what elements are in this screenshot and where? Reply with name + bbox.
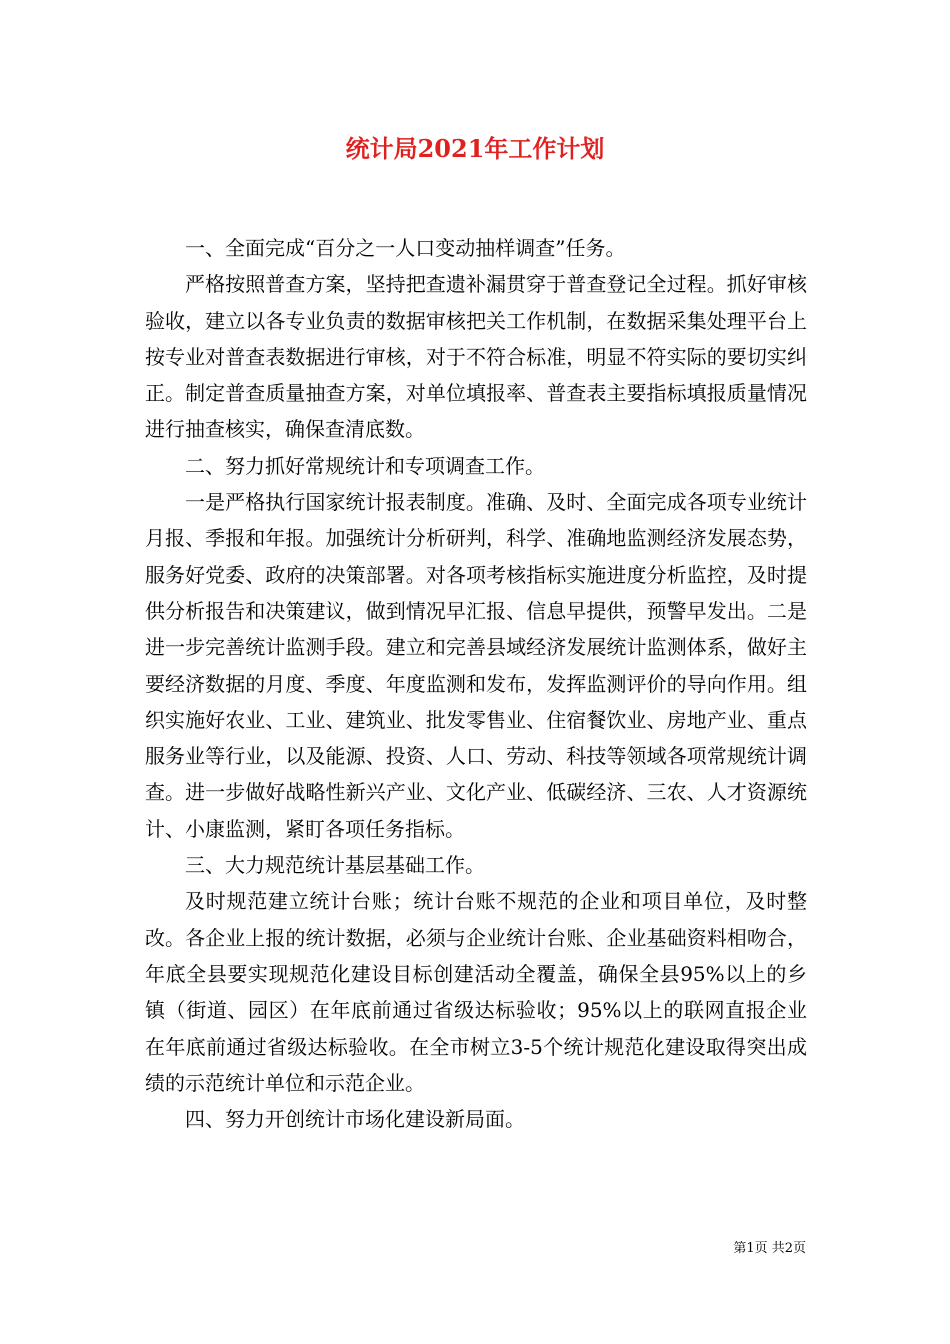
page-number-footer: 第1页 共2页 <box>733 1241 806 1256</box>
section-heading-4: 四、努力开创统计市场化建设新局面。 <box>185 1107 525 1132</box>
body-paragraph-3: 及时规范建立统计台账；统计台账不规范的企业和项目单位，及时整改。各企业上报的统计数据，必须与企业统计台账、企业基础资料相吻合，年底全县要实现规范化建设目标创建活动全覆盖，确保全县95%以上的乡镇（街道、园区）在年底前通过省级达标验收；95%以上的联网直报企业在年底前通过省级达标验收。在全市树立3-5个统计规范化建设取得突出成绩的示范统计单位和示范企业。 <box>145 889 807 1095</box>
document-title: 统计局2021年工作计划 <box>345 134 605 163</box>
document-body <box>145 230 807 1137</box>
body-paragraph-2: 一是严格执行国家统计报表制度。准确、及时、全面完成各项专业统计月报、季报和年报。加强统计分析研判，科学、准确地监测经济发展态势，服务好党委、政府的决策部署。对各项考核指标实施进度分析监控，及时提供分析报告和决策建议，做到情况早汇报、信息早提供，预警早发出。二是进一步完善统计监测手段。建立和完善县域经济发展统计监测体系，做好主要经济数据的月度、季度、年度监测和发布，发挥监测评价的导向作用。组织实施好农业、工业、建筑业、批发零售业、住宿餐饮业、房地产业、重点服务业等行业，以及能源、投资、人口、劳动、科技等领域各项常规统计调查。进一步做好战略性新兴产业、文化产业、低碳经济、三农、人才资源统计、小康监测，紧盯各项任务指标。 <box>145 490 807 841</box>
section-heading-3: 三、大力规范统计基层基础工作。 <box>185 853 485 878</box>
body-paragraph-1: 严格按照普查方案，坚持把查遗补漏贯穿于普查登记全过程。抓好审核验收，建立以各专业负责的数据审核把关工作机制，在数据采集处理平台上按专业对普查表数据进行审核，对于不符合标准，明显不符实际的要切实纠正。制定普查质量抽查方案，对单位填报率、普查表主要指标填报质量情况进行抽查核实，确保查清底数。 <box>145 272 807 442</box>
section-heading-2: 二、努力抓好常规统计和专项调查工作。 <box>185 453 545 478</box>
section-heading-1: 一、全面完成“百分之一人口变动抽样调查”任务。 <box>185 236 626 260</box>
